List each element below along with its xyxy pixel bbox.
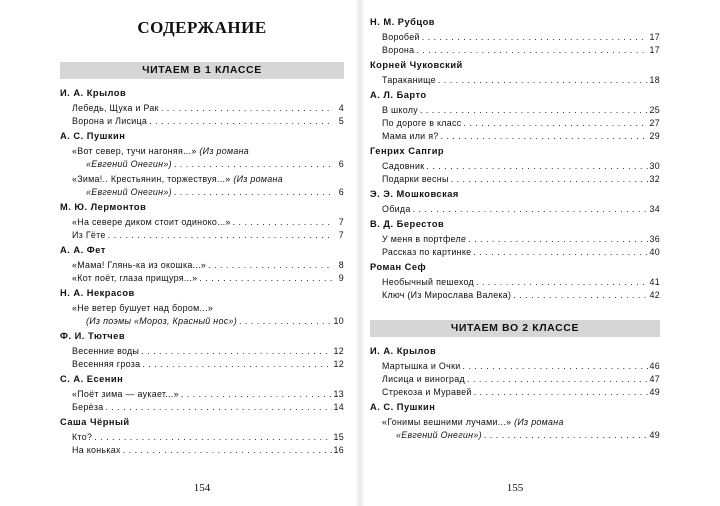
- author-heading: Ф. И. Тютчев: [60, 331, 126, 341]
- author-heading: Роман Сеф: [370, 262, 427, 272]
- toc-left: [60, 62, 344, 457]
- author-heading: И. А. Крылов: [60, 88, 127, 98]
- toc-entry[interactable]: Кто? . . . 15: [60, 431, 344, 444]
- page-ref: 16: [333, 445, 344, 455]
- page-ref: 34: [649, 204, 660, 214]
- page-ref: 9: [338, 273, 344, 283]
- page-number: 155: [506, 482, 524, 494]
- toc-entry[interactable]: Тараканище . . . 18: [370, 74, 660, 87]
- page-ref: 36: [649, 234, 660, 244]
- page-title: СОДЕРЖАНИЕ: [137, 18, 267, 37]
- author-heading: А. С. Пушкин: [370, 402, 436, 412]
- page-ref: 17: [649, 45, 660, 55]
- toc-entry[interactable]: В школу . . . 25: [370, 104, 660, 117]
- page-ref: 7: [338, 217, 344, 227]
- page-ref: 47: [649, 374, 660, 384]
- page-ref: 6: [338, 159, 344, 169]
- toc-entry[interactable]: Берёза . . . 14: [60, 401, 344, 414]
- toc-entry[interactable]: Весенние воды . . . 12: [60, 345, 344, 358]
- right-page: [370, 0, 660, 506]
- toc-entry[interactable]: У меня в портфеле . . . 36: [370, 233, 660, 246]
- toc-entry[interactable]: Из Гёте . . . 7: [60, 229, 344, 242]
- page-ref: 41: [649, 277, 660, 287]
- author-heading: Н. А. Некрасов: [60, 288, 135, 298]
- page-ref: 8: [338, 260, 344, 270]
- toc-entry[interactable]: «Поёт зима — аукает...» . . . 13: [60, 388, 344, 401]
- toc-entry[interactable]: Ключ (Из Мирослава Валека) . . . 42: [370, 289, 660, 302]
- page-ref: 17: [649, 32, 660, 42]
- page-ref: 46: [649, 361, 660, 371]
- toc-entry[interactable]: «Не ветер бушует над бором...» (Из поэмы «Мороз, Красный нос») . . . 10: [60, 302, 344, 328]
- toc-entry[interactable]: «Зима!.. Крестьянин, торжествуя...» (Из романа «Евгений Онегин») . . . 6: [60, 173, 344, 199]
- page-ref: 12: [333, 346, 344, 356]
- page-number: 154: [193, 482, 211, 494]
- author-heading: С. А. Есенин: [60, 374, 124, 384]
- author-heading: Саша Чёрный: [60, 417, 130, 427]
- page-ref: 18: [649, 75, 660, 85]
- section-heading: ЧИТАЕМ В 1 КЛАССЕ: [60, 62, 344, 79]
- toc-entry[interactable]: Воробей . . . 17: [370, 31, 660, 44]
- page-ref: 6: [338, 187, 344, 197]
- toc-entry[interactable]: На коньках . . . 16: [60, 444, 344, 457]
- author-heading: М. Ю. Лермонтов: [60, 202, 147, 212]
- author-heading: В. Д. Берестов: [370, 219, 445, 229]
- page-ref: 13: [333, 389, 344, 399]
- page-ref: 29: [649, 131, 660, 141]
- toc-entry[interactable]: «Гонимы вешними лучами...» (Из романа «Евгений Онегин») . . . 49: [370, 416, 660, 442]
- toc-entry[interactable]: Весенняя гроза . . . 12: [60, 358, 344, 371]
- author-heading: А. Л. Барто: [370, 90, 427, 100]
- toc-entry[interactable]: Лисица и виноград . . . 47: [370, 373, 660, 386]
- toc-entry[interactable]: «Мама! Глянь-ка из окошка...» . . . 8: [60, 259, 344, 272]
- author-heading: А. А. Фет: [60, 245, 106, 255]
- page-ref: 15: [333, 432, 344, 442]
- author-heading: И. А. Крылов: [370, 346, 437, 356]
- toc-entry[interactable]: Лебедь, Щука и Рак . . . 4: [60, 102, 344, 115]
- page-ref: 27: [649, 118, 660, 128]
- toc-entry[interactable]: Мама или я? . . . 29: [370, 130, 660, 143]
- toc-entry[interactable]: Подарки весны . . . 32: [370, 173, 660, 186]
- toc-entry[interactable]: Необычный пешеход . . . 41: [370, 276, 660, 289]
- author-heading: Н. М. Рубцов: [370, 17, 436, 27]
- page-ref: 49: [649, 430, 660, 440]
- toc-entry[interactable]: Ворона . . . 17: [370, 44, 660, 57]
- page-ref: 5: [338, 116, 344, 126]
- book-gutter: [355, 0, 365, 506]
- toc-entry[interactable]: «На севере диком стоит одиноко...» . . . 7: [60, 216, 344, 229]
- page-ref: 14: [333, 402, 344, 412]
- author-heading: Генрих Сапгир: [370, 146, 445, 156]
- toc-entry[interactable]: Рассказ по картинке . . . 40: [370, 246, 660, 259]
- toc-entry[interactable]: Ворона и Лисица . . . 5: [60, 115, 344, 128]
- author-heading: Корней Чуковский: [370, 60, 463, 70]
- page-ref: 42: [649, 290, 660, 300]
- toc-entry[interactable]: По дороге в класс . . . 27: [370, 117, 660, 130]
- toc-entry[interactable]: Мартышка и Очки . . . 46: [370, 360, 660, 373]
- toc-right: [370, 14, 660, 442]
- section-heading: ЧИТАЕМ ВО 2 КЛАССЕ: [370, 320, 660, 337]
- page-ref: 4: [338, 103, 344, 113]
- left-page: [60, 0, 344, 506]
- toc-entry[interactable]: Обида . . . 34: [370, 203, 660, 216]
- page-ref: 10: [333, 316, 344, 326]
- toc-entry[interactable]: Садовник . . . 30: [370, 160, 660, 173]
- page-ref: 7: [338, 230, 344, 240]
- page-ref: 32: [649, 174, 660, 184]
- page-ref: 49: [649, 387, 660, 397]
- page-ref: 25: [649, 105, 660, 115]
- author-heading: Э. Э. Мошковская: [370, 189, 459, 199]
- toc-entry[interactable]: Стрекоза и Муравей . . . 49: [370, 386, 660, 399]
- toc-entry[interactable]: «Кот поёт, глаза прищуря...» . . . 9: [60, 272, 344, 285]
- page-ref: 12: [333, 359, 344, 369]
- page-ref: 30: [649, 161, 660, 171]
- author-heading: А. С. Пушкин: [60, 131, 126, 141]
- page-ref: 40: [649, 247, 660, 257]
- toc-entry[interactable]: «Вот север, тучи нагоняя...» (Из романа «Евгений Онегин») . . . 6: [60, 145, 344, 171]
